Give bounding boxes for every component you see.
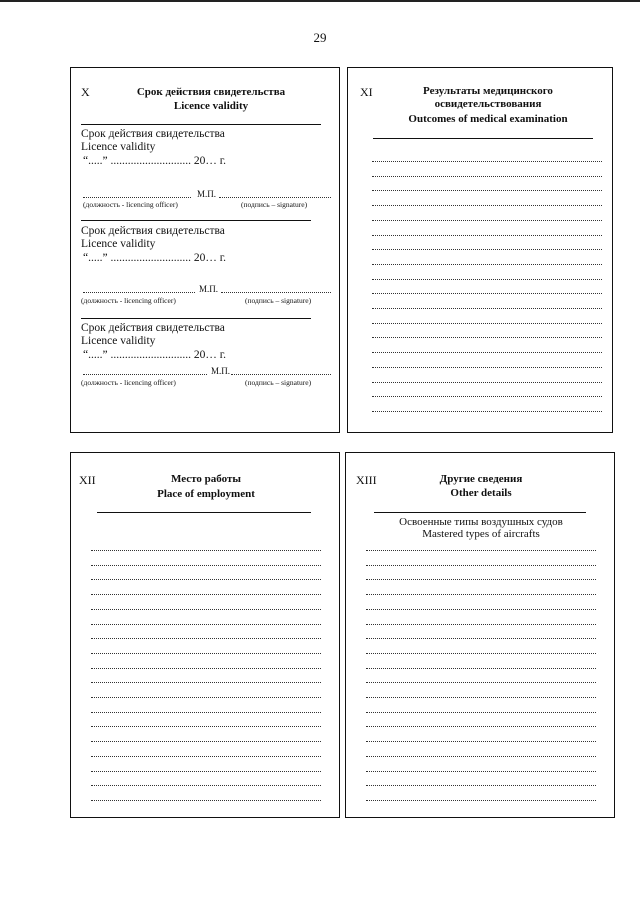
entry-1-date-open: “.....” <box>83 155 108 167</box>
section-x-panel <box>70 67 340 433</box>
section-xiii-subtitle-en: Mastered types of aircrafts <box>422 528 540 540</box>
medical-outcome-line[interactable] <box>372 249 602 251</box>
aircraft-type-line[interactable] <box>366 726 596 728</box>
entry-1-position-line[interactable] <box>83 197 191 199</box>
aircraft-type-line[interactable] <box>366 550 596 552</box>
entry-1-signature-caption: (подпись – signature) <box>241 200 308 209</box>
entry-1-date-dots: ............................ <box>110 155 191 167</box>
employment-line[interactable] <box>91 697 321 699</box>
employment-line[interactable] <box>91 756 321 758</box>
aircraft-type-line[interactable] <box>366 653 596 655</box>
section-xiii-title-rule <box>374 512 586 513</box>
entry-1-stamp-label: М.П. <box>197 189 217 199</box>
section-x-title-rule <box>81 124 321 125</box>
entry-1-label-en: Licence validity <box>81 141 156 153</box>
entry-2-position-line[interactable] <box>83 292 195 294</box>
section-xi-title-ru-2: освидетельствования <box>434 98 542 110</box>
entry-3-date-year: 20… г. <box>193 349 227 361</box>
entry-3-label-en: Licence validity <box>81 335 156 347</box>
aircraft-type-line[interactable] <box>366 594 596 596</box>
entry-3-date-open: “.....” <box>83 349 108 361</box>
employment-line[interactable] <box>91 653 321 655</box>
aircraft-type-line[interactable] <box>366 609 596 611</box>
entry-2-signature-line[interactable] <box>221 292 331 294</box>
entry-2-signature-caption: (подпись – signature) <box>245 296 312 305</box>
employment-line[interactable] <box>91 638 321 640</box>
section-xiii-title-en: Other details <box>450 487 512 499</box>
entry-1-signature-line[interactable] <box>219 197 331 199</box>
aircraft-type-line[interactable] <box>366 668 596 670</box>
entry-2-date-year: 20… г. <box>193 252 227 264</box>
entry-2-label-ru: Срок действия свидетельства <box>81 225 225 237</box>
medical-outcome-line[interactable] <box>372 161 602 163</box>
employment-line[interactable] <box>91 565 321 567</box>
section-xii-title-ru: Место работы <box>171 473 241 485</box>
employment-line[interactable] <box>91 624 321 626</box>
aircraft-type-line[interactable] <box>366 741 596 743</box>
entry-1-divider <box>81 220 311 221</box>
employment-line[interactable] <box>91 550 321 552</box>
medical-outcome-line[interactable] <box>372 323 602 325</box>
medical-outcome-line[interactable] <box>372 235 602 237</box>
aircraft-type-line[interactable] <box>366 638 596 640</box>
entry-3-signature-line[interactable] <box>231 374 331 376</box>
section-xi-number: XI <box>360 85 373 99</box>
section-xiii-title-ru: Другие сведения <box>439 473 523 485</box>
entry-1-label-ru: Срок действия свидетельства <box>81 128 225 140</box>
employment-line[interactable] <box>91 800 321 802</box>
employment-line[interactable] <box>91 594 321 596</box>
entry-1-date-line[interactable] <box>83 155 226 167</box>
employment-line[interactable] <box>91 682 321 684</box>
aircraft-type-line[interactable] <box>366 624 596 626</box>
medical-outcome-line[interactable] <box>372 264 602 266</box>
section-x-number: X <box>81 85 90 99</box>
employment-line[interactable] <box>91 609 321 611</box>
aircraft-type-line[interactable] <box>366 756 596 758</box>
aircraft-type-line[interactable] <box>366 785 596 787</box>
entry-2-date-open: “.....” <box>83 252 108 264</box>
section-xii-title-rule <box>97 512 311 513</box>
entry-2-label-en: Licence validity <box>81 238 156 250</box>
entry-1-position-caption: (должность - licencing officer) <box>83 200 178 209</box>
medical-outcome-line[interactable] <box>372 382 602 384</box>
aircraft-type-line[interactable] <box>366 579 596 581</box>
employment-line[interactable] <box>91 712 321 714</box>
aircraft-type-line[interactable] <box>366 682 596 684</box>
section-xii-number: XII <box>79 473 96 487</box>
section-x-title-en: Licence validity <box>173 100 249 112</box>
entry-2-date-line[interactable] <box>83 252 226 264</box>
page-number: 29 <box>313 30 327 45</box>
medical-outcome-line[interactable] <box>372 411 602 413</box>
section-xiii-subtitle-ru: Освоенные типы воздушных судов <box>399 516 563 528</box>
section-x-title-ru: Срок действия свидетельства <box>136 86 286 98</box>
employment-line[interactable] <box>91 726 321 728</box>
page-top-rule <box>0 0 640 2</box>
section-xi-title-ru-1: Результаты медицинского <box>423 85 553 97</box>
aircraft-type-line[interactable] <box>366 800 596 802</box>
entry-3-date-line[interactable] <box>83 349 226 361</box>
entry-3-date-dots: ............................ <box>110 349 191 361</box>
medical-outcome-line[interactable] <box>372 396 602 398</box>
entry-2-date-dots: ............................ <box>110 252 191 264</box>
medical-outcome-line[interactable] <box>372 205 602 207</box>
aircraft-type-line[interactable] <box>366 697 596 699</box>
aircraft-type-line[interactable] <box>366 565 596 567</box>
medical-outcome-line[interactable] <box>372 220 602 222</box>
entry-2-position-caption: (должность - licencing officer) <box>81 296 176 305</box>
employment-line[interactable] <box>91 771 321 773</box>
medical-outcome-line[interactable] <box>372 293 602 295</box>
entry-2-stamp-label: М.П. <box>199 284 219 294</box>
aircraft-type-line[interactable] <box>366 712 596 714</box>
medical-outcome-line[interactable] <box>372 337 602 339</box>
section-xi-panel <box>347 67 613 433</box>
entry-2-divider <box>81 318 311 319</box>
entry-1-date-year: 20… г. <box>193 155 227 167</box>
medical-outcome-line[interactable] <box>372 190 602 192</box>
medical-outcome-line[interactable] <box>372 367 602 369</box>
section-xiii-panel <box>345 452 615 818</box>
entry-3-position-line[interactable] <box>83 374 207 376</box>
employment-line[interactable] <box>91 785 321 787</box>
employment-line[interactable] <box>91 741 321 743</box>
section-xi-title-en: Outcomes of medical examination <box>408 113 568 125</box>
medical-outcome-line[interactable] <box>372 352 602 354</box>
section-xii-panel <box>70 452 340 818</box>
medical-outcome-line[interactable] <box>372 308 602 310</box>
entry-3-label-ru: Срок действия свидетельства <box>81 322 225 334</box>
entry-3-signature-caption: (подпись – signature) <box>245 378 312 387</box>
aircraft-type-line[interactable] <box>366 771 596 773</box>
entry-3-stamp-label: М.П. <box>211 366 231 376</box>
medical-outcome-line[interactable] <box>372 279 602 281</box>
entry-3-position-caption: (должность - licencing officer) <box>81 378 176 387</box>
section-xii-title-en: Place of employment <box>157 488 255 500</box>
employment-line[interactable] <box>91 668 321 670</box>
employment-line[interactable] <box>91 579 321 581</box>
section-xiii-number: XIII <box>356 473 377 487</box>
section-xi-title-rule <box>373 138 593 139</box>
medical-outcome-line[interactable] <box>372 176 602 178</box>
